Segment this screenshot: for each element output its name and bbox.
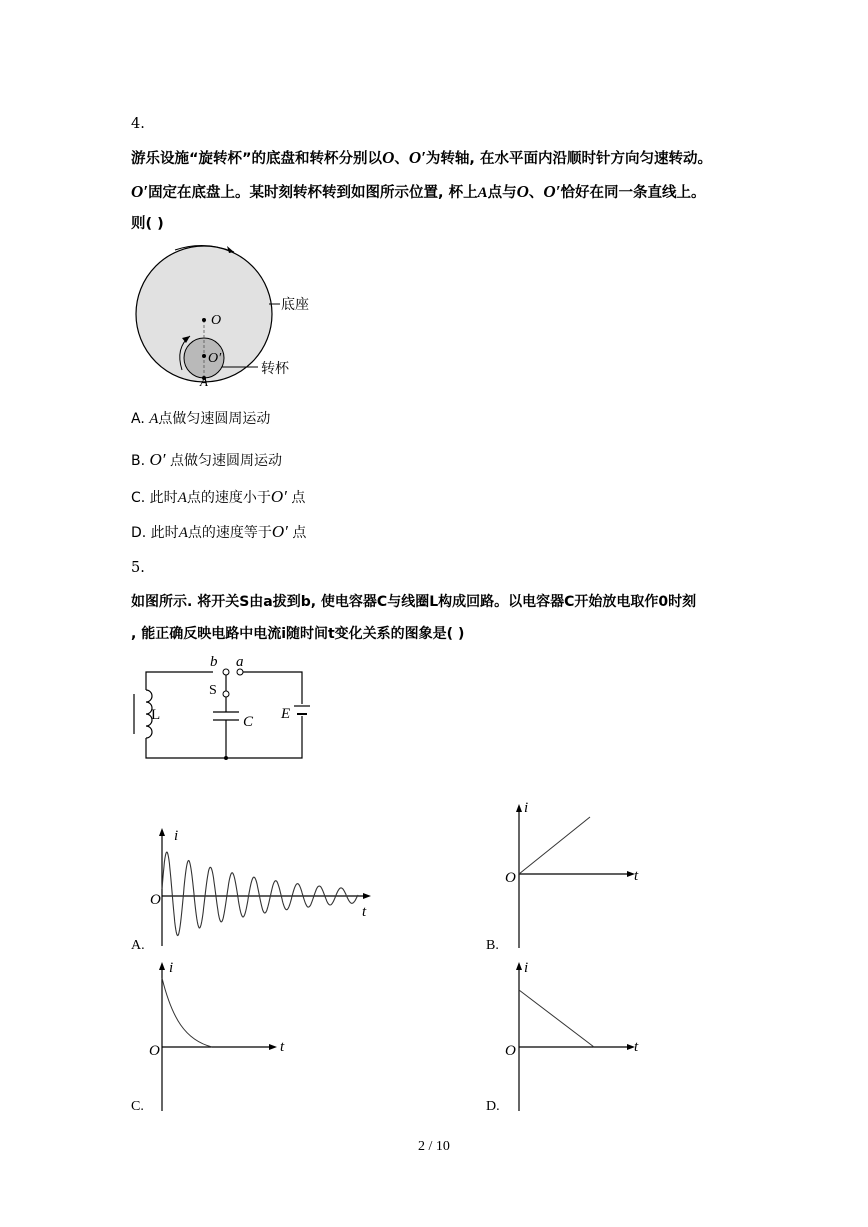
q4-figure-rotating-cup	[130, 238, 330, 388]
symbol-O-prime: O′	[408, 148, 426, 167]
arrowhead-icon	[159, 828, 165, 836]
axis-label-t: t	[280, 1039, 285, 1055]
label-O-prime: O′	[208, 351, 222, 366]
symbol-A: A	[477, 185, 488, 201]
label-A: A	[200, 374, 208, 388]
point-O	[202, 318, 206, 322]
junction	[224, 756, 228, 760]
wire	[146, 716, 302, 758]
symbol-O: O	[516, 182, 529, 201]
line-decreasing	[519, 990, 594, 1047]
option-text: 点	[291, 490, 306, 506]
label-L: L	[151, 707, 161, 723]
symbol-O-prime: O′	[270, 487, 287, 506]
decay-curve	[162, 978, 212, 1047]
graph-C-exponential-decay	[140, 958, 290, 1113]
axis-label-t: t	[634, 1039, 639, 1055]
graph-A-damped-oscillation	[140, 824, 380, 949]
q5-stem-line1: 如图所示. 将开关S由a拔到b, 使电容器C与线圈L构成回路。以电容器C开始放电取作0时刻	[131, 594, 697, 610]
graph-option-A[interactable]: A.	[131, 938, 145, 953]
arrowhead-icon	[516, 962, 522, 970]
q4-number: 4.	[131, 116, 145, 132]
q4-stem-line2	[131, 182, 705, 203]
label-C: C	[243, 714, 254, 730]
arrowhead-icon	[269, 1044, 277, 1050]
symbol-A: A	[178, 525, 188, 541]
origin-label: O	[505, 1043, 516, 1059]
axis-label-i: i	[174, 828, 179, 844]
label-O: O	[211, 313, 222, 328]
graph-B-linear-increase	[500, 800, 650, 950]
page-number: 2 / 10	[418, 1139, 450, 1154]
q5-stem-line2: , 能正确反映电路中电流i随时间t变化关系的图象是( )	[131, 626, 465, 642]
axis-label-t: t	[634, 868, 639, 884]
option-letter: D. 此时	[131, 525, 179, 541]
q4-stem-text: 游乐设施“旋转杯”的底盘和转杯分别以	[131, 151, 383, 167]
q4-stem-line1	[131, 148, 712, 169]
axis-label-i: i	[524, 960, 529, 976]
axis-label-t: t	[362, 904, 367, 920]
option-text: 点	[292, 525, 307, 541]
axis-label-i: i	[169, 960, 174, 976]
graph-option-C[interactable]: C.	[131, 1099, 144, 1114]
point-O-prime	[202, 354, 206, 358]
q4-stem-text: 固定在底盘上。某时刻转杯转到如图所示位置, 杯上	[148, 185, 478, 201]
symbol-O-prime: O′	[543, 182, 561, 201]
option-text: 点的速度小于	[186, 490, 271, 506]
label-b: b	[210, 654, 218, 670]
graph-option-D[interactable]: D.	[486, 1099, 500, 1114]
q4-option-D[interactable]	[131, 522, 306, 543]
q5-number: 5.	[131, 560, 145, 576]
label-S: S	[209, 683, 217, 698]
origin-label: O	[150, 892, 161, 908]
symbol-A: A	[149, 411, 159, 427]
option-letter: A.	[131, 411, 145, 427]
symbol-O: O	[382, 148, 395, 167]
label-a: a	[236, 654, 244, 670]
q4-stem-line3: 则( )	[131, 216, 164, 232]
q5-circuit-diagram	[128, 650, 338, 768]
q4-stem-text: 点与	[487, 185, 517, 201]
terminal-b	[223, 669, 229, 675]
label-E: E	[281, 706, 291, 722]
option-text: 点做匀速圆周运动	[169, 453, 282, 469]
separator: 、	[528, 185, 544, 201]
option-letter: B.	[131, 453, 146, 469]
q4-stem-text: 恰好在同一条直线上。	[560, 185, 706, 201]
switch-pivot	[223, 691, 229, 697]
q4-stem-text: 为转轴, 在水平面内沿顺时针方向匀速转动。	[425, 151, 712, 167]
label-base: 底座	[281, 297, 309, 313]
symbol-O-prime: O′	[271, 522, 288, 541]
arrowhead-icon	[159, 962, 165, 970]
damped-curve	[162, 852, 358, 935]
axis-label-i: i	[524, 800, 529, 816]
symbol-A: A	[177, 490, 187, 506]
wire	[146, 672, 213, 690]
arrowhead-icon	[363, 893, 371, 899]
line-increasing	[519, 817, 590, 874]
origin-label: O	[505, 870, 516, 886]
q4-option-B[interactable]	[131, 450, 282, 471]
separator: 、	[394, 151, 409, 167]
wire	[240, 672, 302, 704]
label-cup: 转杯	[261, 361, 289, 377]
q4-option-A[interactable]	[131, 409, 270, 429]
symbol-O-prime: O′	[131, 182, 149, 201]
graph-D-linear-decrease	[500, 958, 650, 1113]
arrowhead-icon	[516, 804, 522, 812]
option-text: 点做匀速圆周运动	[158, 411, 271, 427]
option-letter: C. 此时	[131, 490, 178, 506]
origin-label: O	[149, 1043, 160, 1059]
option-text: 点的速度等于	[187, 525, 272, 541]
graph-option-B[interactable]: B.	[486, 938, 499, 953]
symbol-O-prime: O′	[149, 450, 166, 469]
q4-option-C[interactable]	[131, 487, 305, 508]
